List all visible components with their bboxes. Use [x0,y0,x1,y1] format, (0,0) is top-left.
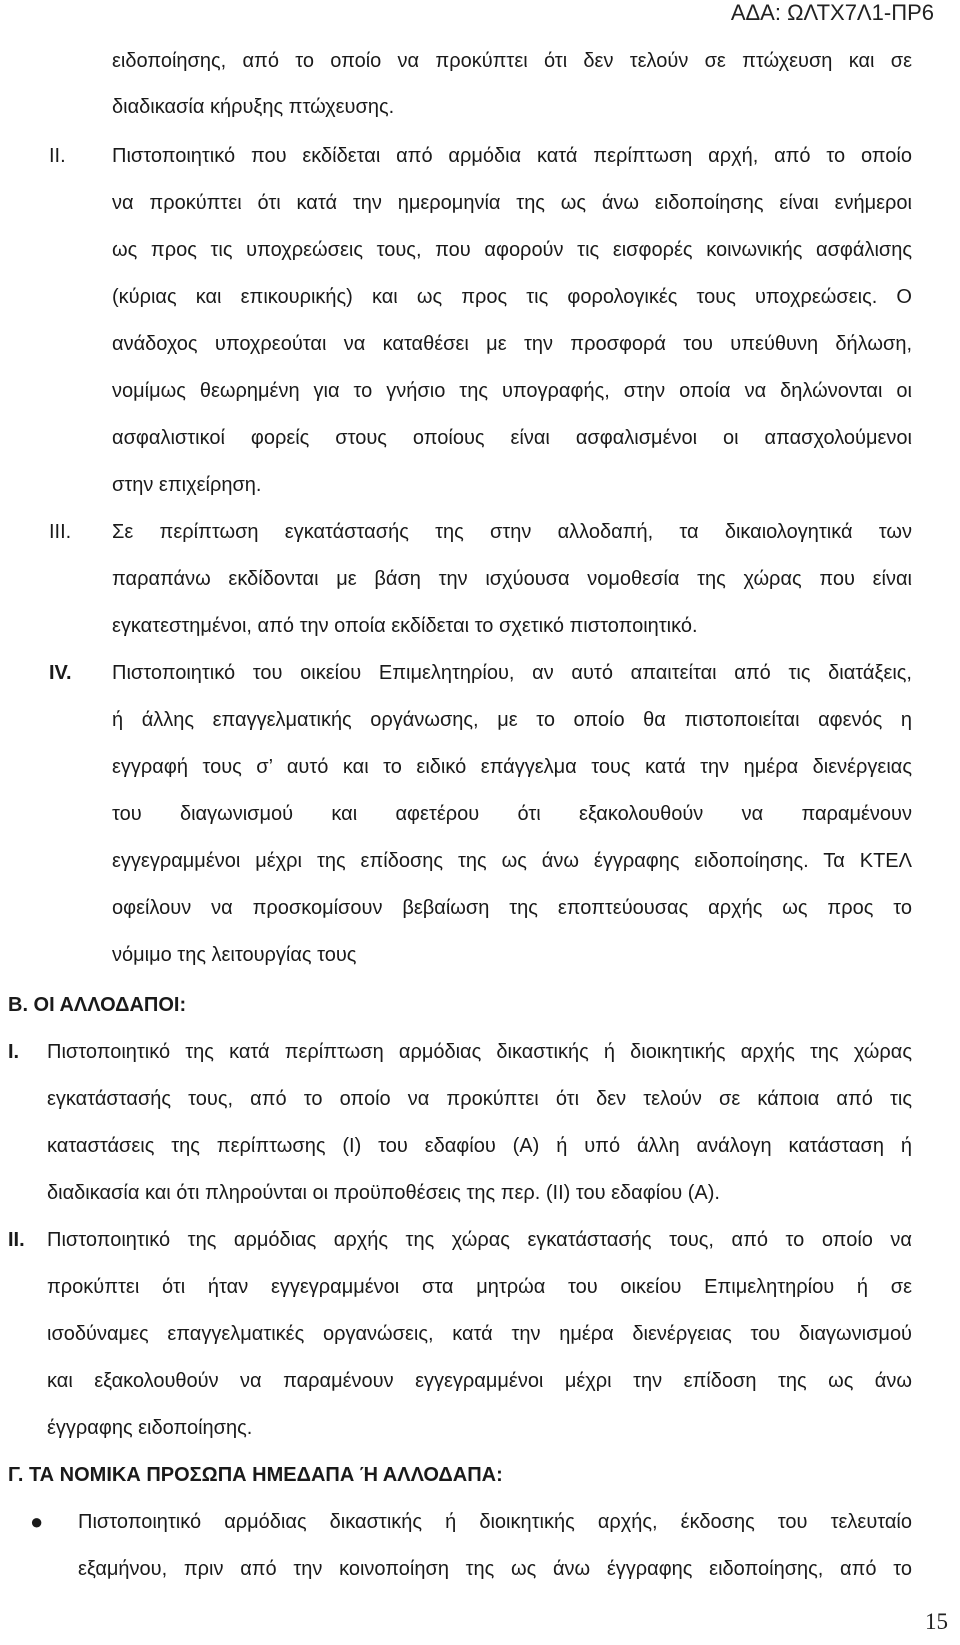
item-number: IV. [49,662,72,684]
paragraph-line: οφείλουν να προσκομίσουν βεβαίωση της εποπτεύουσας αρχής ως προς το [112,897,912,919]
paragraph-line: έγγραφης ειδοποίησης. [47,1417,253,1439]
item-number: I. [8,1041,20,1063]
paragraph-line: Πιστοποιητικό αρμόδιας δικαστικής ή διοικητικής αρχής, έκδοσης του τελευταίο [78,1511,912,1533]
paragraph-line: ανάδοχος υποχρεούται να καταθέσει με την προσφορά του υπεύθυνη δήλωση, [112,333,912,355]
paragraph-line: (κύριας και επικουρικής) και ως προς τις φορολογικές τους υποχρεώσεις. Ο [112,286,912,308]
paragraph-line: ασφαλιστικοί φορείς στους οποίους είναι ασφαλισμένοι οι απασχολούμενοι [112,427,912,449]
document-reference-id: ΑΔΑ: ΩΛΤΧ7Λ1-ΠΡ6 [730,0,934,25]
paragraph-line: ειδοποίησης, από το οποίο να προκύπτει ότι δεν τελούν σε πτώχευση και σε [112,50,912,72]
paragraph-line: Πιστοποιητικό της κατά περίπτωση αρμόδιας δικαστικής ή διοικητικής αρχής της χώρας [47,1041,912,1063]
paragraph-line: και εξακολουθούν να παραμένουν εγγεγραμμένοι μέχρι την επίδοση της ως άνω [47,1370,912,1392]
paragraph-line: στην επιχείρηση. [112,474,262,496]
item-number: II. [8,1229,25,1251]
item-number: III. [49,521,72,543]
paragraph-line: διαδικασία κήρυξης πτώχευσης. [112,96,395,118]
section-heading: Β. ΟΙ ΑΛΛΟΔΑΠΟΙ: [8,994,187,1016]
item-number: II. [49,145,66,167]
paragraph-line: ή άλλης επαγγελματικής οργάνωσης, με το οποίο θα πιστοποιείται αφενός η [112,709,912,731]
paragraph-line: παραπάνω εκδίδονται με βάση την ισχύουσα νομοθεσία της χώρας που είναι [112,568,912,590]
paragraph-line: εγκατεστημένοι, από την οποία εκδίδεται το σχετικό πιστοποιητικό. [112,615,698,637]
paragraph-line: να προκύπτει ότι κατά την ημερομηνία της ως άνω ειδοποίησης είναι ενήμεροι [112,192,912,214]
paragraph-line: του διαγωνισμού και αφετέρου ότι εξακολουθούν να παραμένουν [112,803,912,825]
paragraph-line: Σε περίπτωση εγκατάστασής της στην αλλοδαπή, τα δικαιολογητικά των [112,521,912,543]
paragraph-line: προκύπτει ότι ήταν εγγεγραμμένοι στα μητρώα του οικείου Επιμελητηρίου ή σε [47,1276,912,1298]
paragraph-line: Πιστοποιητικό του οικείου Επιμελητηρίου, αν αυτό απαιτείται από τις διατάξεις, [112,662,912,684]
page-number: 15 [925,1609,948,1634]
paragraph-line: καταστάσεις της περίπτωσης (Ι) του εδαφίου (Α) ή υπό άλλη ανάλογη κατάσταση ή [47,1135,912,1157]
paragraph-line: εγγραφή τους σ’ αυτό και το ειδικό επάγγελμα τους κατά την ημέρα διενέργειας [112,756,912,778]
paragraph-line: εγγεγραμμένοι μέχρι της επίδοσης της ως άνω έγγραφης ειδοποίησης. Τα ΚΤΕΛ [112,850,912,872]
paragraph-line: εξαμήνου, πριν από την κοινοποίηση της ως άνω έγγραφης ειδοποίησης, από το [78,1558,912,1580]
bullet-icon: ● [30,1509,44,1534]
paragraph-line: διαδικασία και ότι πληρούνται οι προϋποθέσεις της περ. (ΙΙ) του εδαφίου (Α). [47,1182,720,1204]
paragraph-line: νόμιμο της λειτουργίας τους [112,944,357,966]
paragraph-line: ισοδύναμες επαγγελματικές οργανώσεις, κατά την ημέρα διενέργειας του διαγωνισμού [47,1323,912,1345]
paragraph-line: εγκατάστασής τους, από το οποίο να προκύπτει ότι δεν τελούν σε κάποια από τις [47,1088,912,1110]
paragraph-line: Πιστοποιητικό της αρμόδιας αρχής της χώρας εγκατάστασής τους, από το οποίο να [47,1229,912,1251]
paragraph-line: Πιστοποιητικό που εκδίδεται από αρμόδια κατά περίπτωση αρχή, από το οποίο [112,145,912,167]
section-heading: Γ. ΤΑ ΝΟΜΙΚΑ ΠΡΟΣΩΠΑ ΗΜΕΔΑΠΑ Ή ΑΛΛΟΔΑΠΑ: [8,1464,503,1486]
paragraph-line: ως προς τις υποχρεώσεις τους, που αφορούν τις εισφορές κοινωνικής ασφάλισης [112,239,912,261]
paragraph-line: νομίμως θεωρημένη για το γνήσιο της υπογραφής, στην οποία να δηλώνονται οι [112,380,912,402]
